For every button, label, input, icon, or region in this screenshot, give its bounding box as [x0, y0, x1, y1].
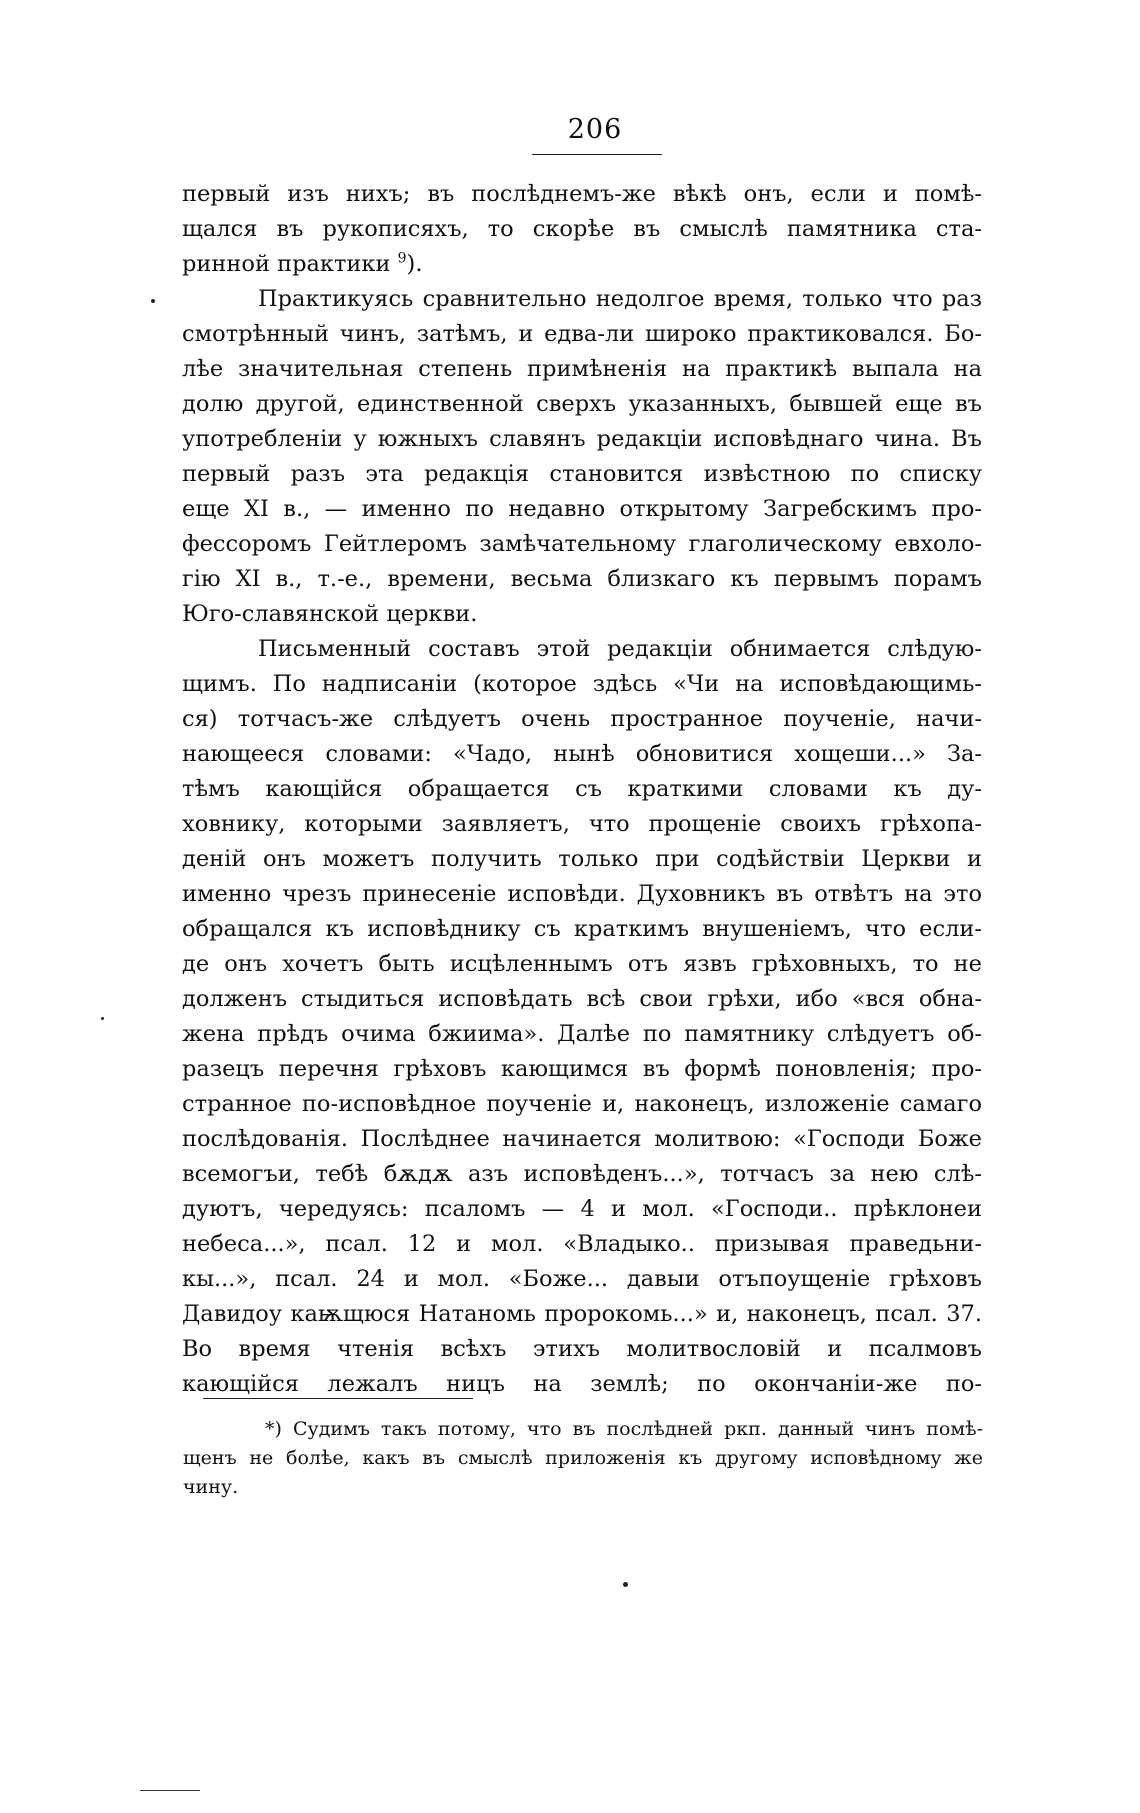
text-line: долю другой, единственной сверхъ указанныхъ, бывшей еще въ [182, 391, 982, 417]
page-number: 206 [567, 114, 623, 145]
footnote-line: *) Судимъ такъ потому, что въ послѣдней ркп. данный чинъ помѣ- [265, 1418, 983, 1440]
text-line: небеса...», псал. 12 и мол. «Владыко.. призывая праведьни- [182, 1231, 982, 1257]
text-line: щимъ. По надписаніи (которое здѣсь «Чи на исповѣдающимь- [182, 671, 982, 697]
text-line: де онъ хочетъ быть исцѣленнымъ отъ язвъ грѣховныхъ, то не [182, 951, 982, 977]
text-line: разецъ перечня грѣховъ кающимся въ формѣ поновленія; про- [182, 1056, 982, 1082]
footnote-line: чину. [183, 1476, 239, 1498]
text-line: Письменный составъ этой редакціи обнимается слѣдую- [258, 636, 982, 662]
text-line: кающійся лежалъ ницъ на землѣ; по окончаніи-же по- [182, 1371, 982, 1397]
text-line: первый разъ эта редакція становится извѣстною по списку [182, 461, 982, 487]
text-line: первый изъ нихъ; въ послѣднемъ-же вѣкѣ онъ, если и помѣ- [182, 181, 982, 207]
header-rule [532, 154, 662, 155]
text-line: ховнику, которыми заявляетъ, что прощеніе своихъ грѣхопа- [182, 811, 982, 837]
text-line: деній онъ можетъ получить только при содѣйствіи Церкви и [182, 846, 982, 872]
text-line: употребленіи у южныхъ славянъ редакціи исповѣднаго чина. Въ [182, 426, 982, 452]
text-line: дуютъ, чередуясь: псаломъ — 4 и мол. «Господи.. прѣклонеи [182, 1196, 982, 1222]
text-line: обращался къ исповѣднику съ краткимъ внушеніемъ, что если- [182, 916, 982, 942]
footnote-line: щенъ не болѣе, какъ въ смыслѣ приложенія къ другому исповѣдному же [183, 1447, 983, 1469]
text-line: странное по-исповѣдное поученіе и, наконецъ, изложеніе самаго [182, 1091, 982, 1117]
text-line: долженъ стыдиться исповѣдать всѣ свои грѣхи, ибо «вся обна- [182, 986, 982, 1012]
footnote-ref-close: ). [406, 251, 423, 277]
text-line: Юго-славянской церкви. [182, 601, 478, 627]
text-line: еще XI в., — именно по недавно открытому Загребскимъ про- [182, 496, 982, 522]
text-line: щался въ рукописяхъ, то скорѣе въ смыслѣ памятника ста- [182, 216, 982, 242]
footnote-rule [203, 1398, 473, 1399]
text-line: гію XI в., т.-е., времени, весьма близкаго къ первымъ порамъ [182, 566, 982, 592]
text-line: тѣмъ кающійся обращается съ краткими словами къ ду- [182, 776, 982, 802]
text-line: нающееся словами: «Чадо, нынѣ обновитися хощеши...» За- [182, 741, 982, 767]
text-line: Во время чтенія всѣхъ этихъ молитвословій и псалмовъ [182, 1336, 982, 1362]
ink-speck [151, 299, 155, 303]
text-line: Практикуясь сравнительно недолгое время, только что раз [258, 286, 982, 312]
text-line [182, 246, 982, 282]
ink-speck [623, 1582, 628, 1587]
text-line: Давидоу каѭщюся Натаномь пророкомь...» и, наконецъ, псал. 37. [182, 1301, 982, 1327]
text-line: всемогъи, тебѣ бѫдѫ азъ исповѣденъ...», тотчасъ за нею слѣ- [182, 1161, 982, 1187]
scan-edge-mark [140, 1790, 200, 1791]
text-line: смотрѣнный чинъ, затѣмъ, и едва-ли широко практиковался. Бо- [182, 321, 982, 347]
text-line: ся) тотчасъ-же слѣдуетъ очень пространное поученіе, начи- [182, 706, 982, 732]
text-line: кы...», псал. 24 и мол. «Боже... давыи отъпоущеніе грѣховъ [182, 1266, 982, 1292]
text-line: фессоромъ Гейтлеромъ замѣчательному глаголическому евхоло- [182, 531, 982, 557]
text-line: послѣдованія. Послѣднее начинается молитвою: «Господи Боже [182, 1126, 982, 1152]
text-line: жена прѣдъ очима бжиима». Далѣе по памятнику слѣдуетъ об- [182, 1021, 982, 1047]
ink-speck [101, 1017, 104, 1020]
text-line-content: ринной практики [182, 251, 391, 277]
text-line: именно чрезъ принесеніе исповѣди. Духовникъ въ отвѣтъ на это [182, 881, 982, 907]
text-line: лѣе значительная степень примѣненія на практикѣ выпала на [182, 356, 982, 382]
footnote-ref: 9 [397, 250, 407, 267]
